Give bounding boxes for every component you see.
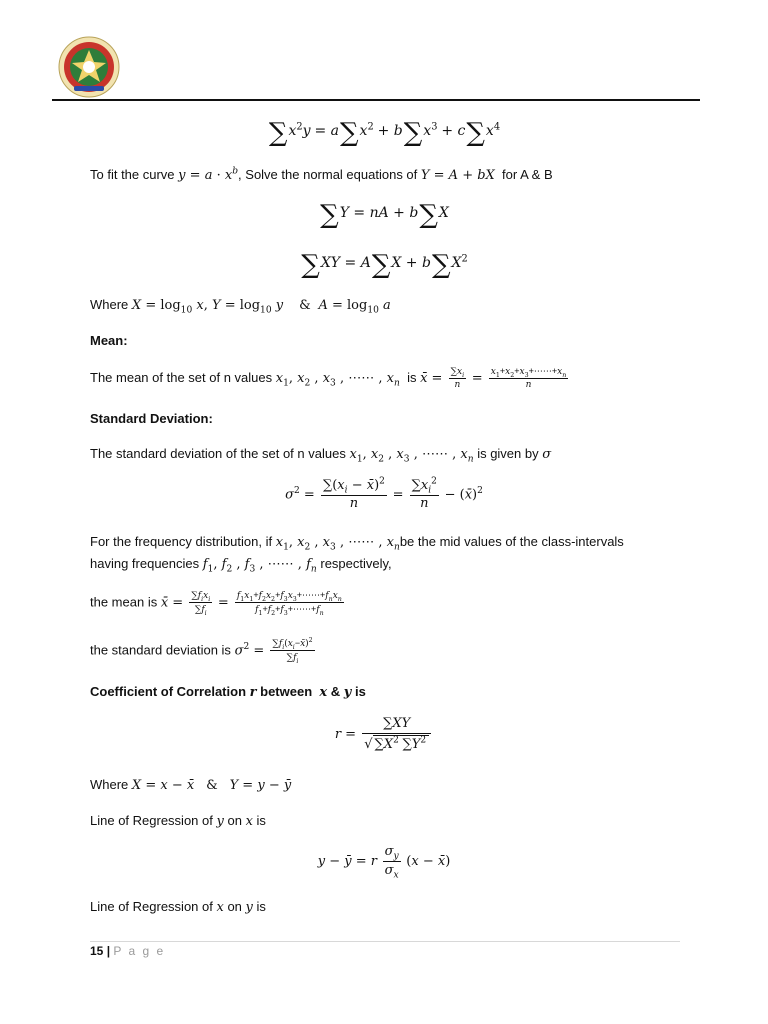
page-separator: | (106, 944, 111, 958)
frequency-line-2: having frequencies $f_1$, $f_2$ , $f_3$ , ⋯⋯ , $f_n$ respectively, (90, 556, 392, 575)
normal-equation-xy2: $\sum x^2y = a\sum x^2 + b\sum x^3 + c\sum x^4$ (268, 118, 501, 148)
regression-y-on-x-heading: Line of Regression of y on x is (90, 813, 266, 829)
variance-formula: $\sigma^2$ = $\frac{\sum(x_i - x̄)^2}{n}$ = $\frac{\sum x_i^2}{n}$ − (x̄)$^2$ (285, 476, 483, 511)
page-number: 15 (90, 944, 104, 958)
weighted-mean: the mean is x̄ = $\frac{\sum f_ix_i}{\sum f_i}$ = $\frac{f_1x_1+f_2x_2+f_3x_3+\cdots\cdots+f_nx_n}{f_1+f_2+f_3+\cdots\cdots+f_n}$ (90, 590, 342, 618)
frequency-line-1: For the frequency distribution, if $x_1$, $x_2$ , $x_3$ , ⋯⋯ , $x_nbe$ the mid values of the class-intervals (90, 534, 624, 553)
correlation-heading: Coefficient of Correlation r between x & y is (90, 684, 366, 700)
page-footer (90, 944, 165, 958)
regression-y-on-x-formula: y − ȳ = r $\frac{\sigma_y}{\sigma_x}$ (x − x̄) (317, 844, 451, 881)
correlation-formula: r = $\frac{\sum XY}{√ \sum X^2 \sum Y^2}$ (0, 716, 768, 753)
sd-definition: The standard deviation of the set of n values $x_1$, $x_2$ , $x_3$ , ⋯⋯ , $x_n$ is given by σ (90, 446, 552, 465)
mean-definition: The mean of the set of n values $x_1$, $x_2$ , $x_3$ , ⋯⋯ , $x_n$ is x̄ = $\frac{\sum x_i}{n}$ = $\frac{x_1+x_2+x_3+\cdots\cdots+x_n}{n}$ (90, 366, 567, 391)
regression-x-on-y-heading: Line of Regression of x on y is (90, 899, 266, 915)
log-definitions: Where $X = \log_{10} x$, $Y = \log_{10} y$ & $A = \log_{10} a$ (90, 297, 391, 316)
page-label: P a g e (113, 944, 166, 958)
weighted-variance: the standard deviation is $\sigma^2$ = $\frac{\sum f_i(x_i-x̄)^2}{\sum f_i}$ (90, 637, 313, 666)
footer-rule (90, 941, 680, 942)
normal-equation-xy: $\sum XY = A\sum X + b\sum X^2$ (301, 250, 468, 280)
fit-curve-line: To fit the curve $y = a \cdot x^b$, Solve the normal equations of Y = A + bX for A & B (90, 166, 553, 183)
header-rule (52, 99, 700, 101)
normal-equation-y: ∑Y = nA + b∑X (320, 200, 449, 230)
sd-heading: Standard Deviation: (90, 411, 213, 426)
deviation-definitions: Where X = x − x̄ & Y = y − ȳ (90, 777, 292, 793)
mean-heading: Mean: (90, 333, 128, 348)
university-seal-logo (58, 36, 120, 98)
